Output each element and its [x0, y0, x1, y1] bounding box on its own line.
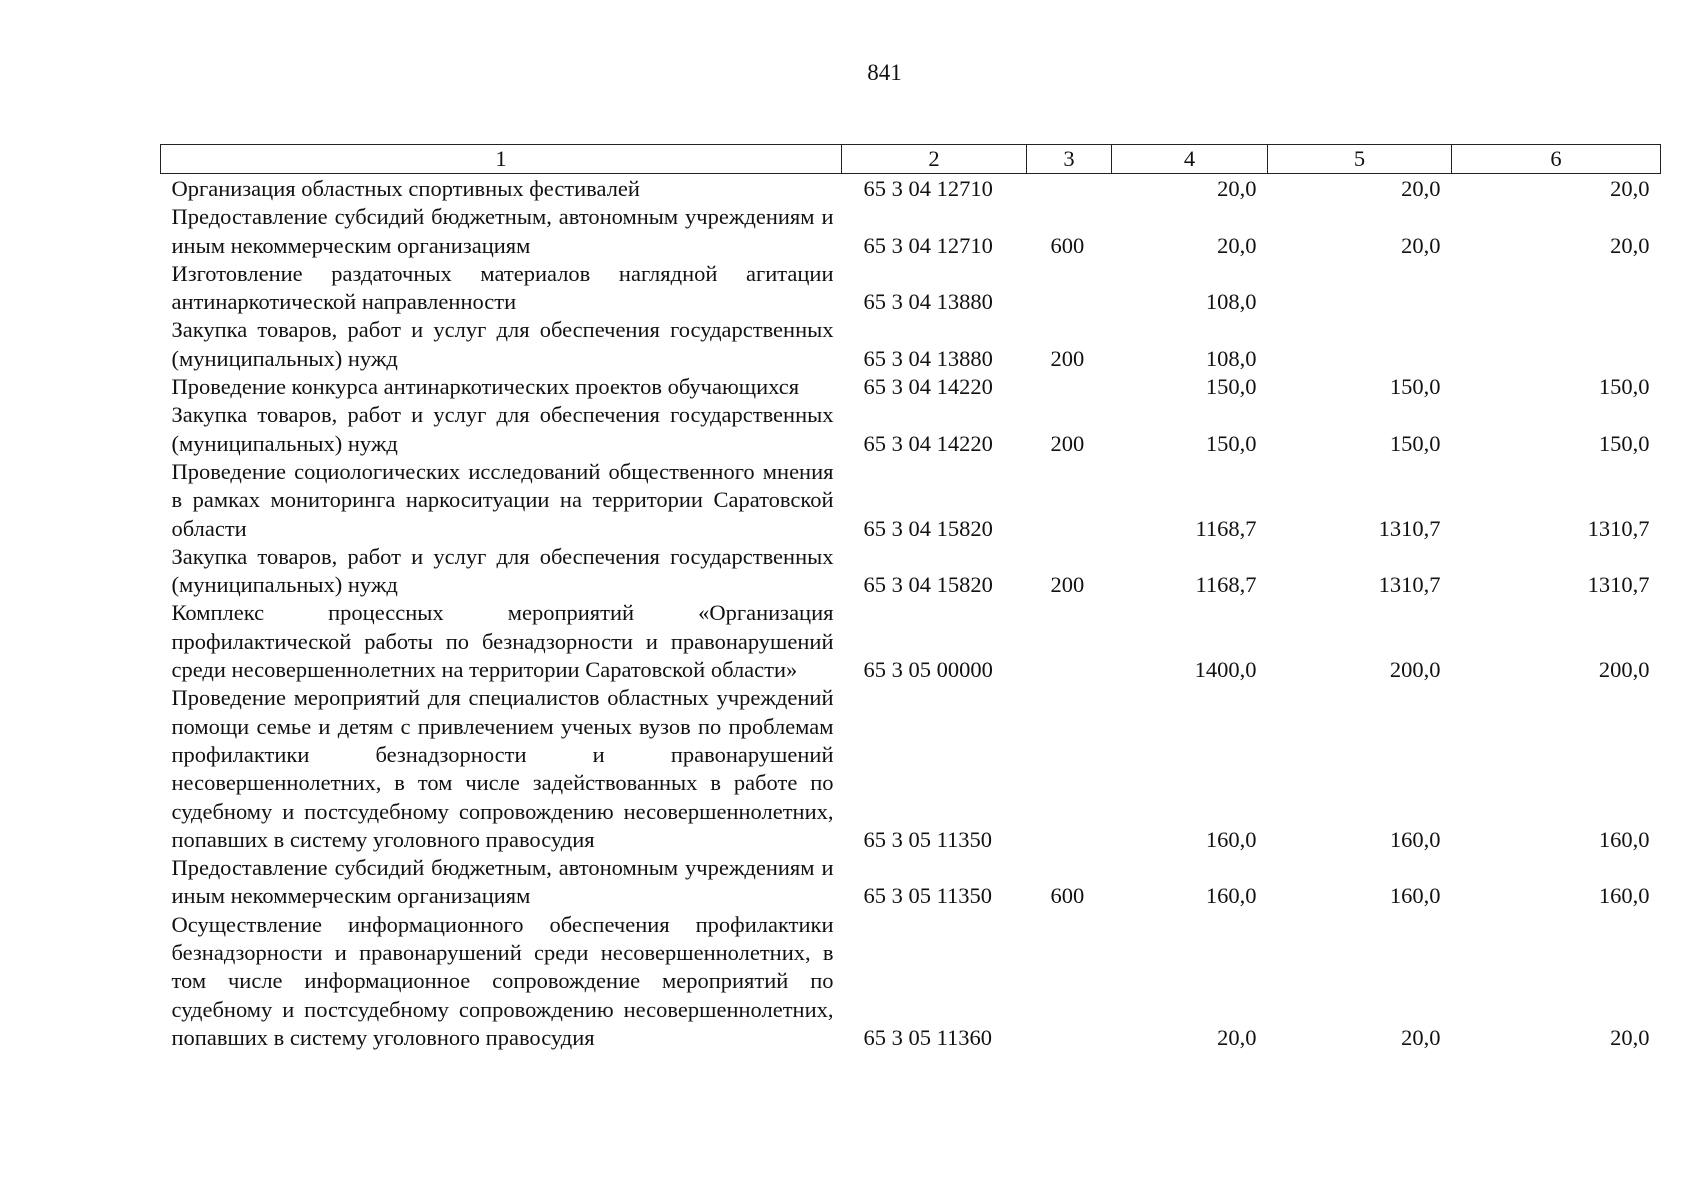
expense-type: [1027, 260, 1112, 317]
page-number: 841: [867, 60, 902, 85]
expense-type: [1027, 599, 1112, 684]
target-code: 65 3 04 12710: [863, 232, 993, 258]
amount-col-6: [1452, 260, 1661, 317]
budget-table: [160, 144, 1661, 1052]
amount-col-6: 1310,7: [1587, 515, 1650, 541]
target-code: 65 3 04 14220: [863, 374, 993, 400]
item-name: Организация областных спортивных фестивалей: [171, 176, 640, 201]
column-header-5: 5: [1268, 145, 1452, 174]
amount-col-4: 160,0: [1205, 883, 1257, 909]
amount-col-4: 20,0: [1217, 232, 1257, 258]
target-code: 65 3 05 11350: [863, 826, 993, 852]
expense-type: [1027, 911, 1112, 1052]
table-body: [161, 174, 1661, 1053]
amount-col-6: 1310,7: [1587, 572, 1650, 598]
amount-col-5: 160,0: [1389, 826, 1441, 852]
amount-col-5: 1310,7: [1378, 515, 1441, 541]
table-row: [161, 316, 1661, 373]
amount-col-4: 20,0: [1217, 1024, 1257, 1050]
amount-col-4: 1168,7: [1195, 572, 1257, 598]
target-code: 65 3 05 00000: [863, 657, 993, 683]
amount-col-5: 20,0: [1401, 176, 1441, 201]
amount-col-6: 160,0: [1598, 826, 1650, 852]
item-name: Закупка товаров, работ и услуг для обеспечения государственных (муниципальных) нужд: [171, 317, 834, 371]
target-code: 65 3 04 15820: [863, 515, 993, 541]
table-row: [161, 854, 1661, 911]
target-code: 65 3 04 12710: [863, 176, 993, 201]
amount-col-4: 150,0: [1205, 430, 1257, 456]
item-name: Проведение мероприятий для специалистов областных учреждений помощи семье и детям с привлечением ученых вузов по проблемам профилактики безнадзорности и правонарушений несовершеннолетних, в том числе задействованных в работе по судебному и постсудебному сопровождению несовершеннолетних, попавших в систему уголовного правосудия: [171, 685, 834, 852]
table-header: [161, 145, 1661, 174]
target-code: 65 3 04 14220: [863, 430, 993, 456]
amount-col-4: 150,0: [1205, 374, 1257, 400]
amount-col-5: 160,0: [1389, 883, 1441, 909]
target-code: 65 3 04 13880: [863, 289, 993, 315]
column-header-6: 6: [1452, 145, 1661, 174]
target-code: 65 3 05 11360: [863, 1024, 993, 1050]
amount-col-5: [1268, 316, 1452, 373]
expense-type: 200: [1050, 345, 1085, 371]
item-name: Закупка товаров, работ и услуг для обеспечения государственных (муниципальных) нужд: [171, 402, 834, 456]
table-row: [161, 174, 1661, 204]
expense-type: 600: [1050, 232, 1085, 258]
amount-col-4: 108,0: [1205, 289, 1257, 315]
amount-col-6: 20,0: [1610, 176, 1650, 201]
table-row: [161, 203, 1661, 260]
target-code: 65 3 05 11350: [863, 883, 993, 909]
expense-type: 600: [1050, 883, 1085, 909]
table-row: [161, 373, 1661, 401]
table-row: [161, 599, 1661, 684]
expense-type: [1027, 174, 1112, 204]
table-row: [161, 684, 1661, 854]
amount-col-5: 150,0: [1389, 374, 1441, 400]
expense-type: 200: [1050, 572, 1085, 598]
target-code: 65 3 04 13880: [863, 345, 993, 371]
amount-col-5: 1310,7: [1378, 572, 1441, 598]
amount-col-5: 150,0: [1389, 430, 1441, 456]
column-header-4: 4: [1112, 145, 1268, 174]
amount-col-4: 1168,7: [1195, 515, 1257, 541]
item-name: Проведение конкурса антинаркотических проектов обучающихся: [171, 374, 800, 400]
column-header-2: 2: [842, 145, 1027, 174]
amount-col-6: 20,0: [1610, 232, 1650, 258]
amount-col-4: 108,0: [1205, 345, 1257, 371]
expense-type: [1027, 458, 1112, 543]
amount-col-4: 160,0: [1205, 826, 1257, 852]
amount-col-6: 150,0: [1598, 374, 1650, 400]
amount-col-5: 20,0: [1401, 232, 1441, 258]
item-name: Закупка товаров, работ и услуг для обеспечения государственных (муниципальных) нужд: [171, 543, 834, 598]
item-name: Осуществление информационного обеспечения профилактики безнадзорности и правонарушений среди несовершеннолетних, в том числе информационное сопровождение мероприятий по судебному и постсудебному сопровождению несовершеннолетних, попавших в систему уголовного правосудия: [171, 911, 834, 1050]
amount-col-6: 160,0: [1598, 883, 1650, 909]
expense-type: [1027, 684, 1112, 854]
item-name: Предоставление субсидий бюджетным, автономным учреждениям и иным некоммерческим организациям: [171, 204, 834, 258]
table-row: [161, 260, 1661, 317]
amount-col-6: [1452, 316, 1661, 373]
table-row: [161, 543, 1661, 600]
expense-type: [1027, 373, 1112, 401]
table-row: [161, 401, 1661, 458]
amount-col-5: [1268, 260, 1452, 317]
amount-col-4: 1400,0: [1194, 657, 1257, 683]
item-name: Изготовление раздаточных материалов наглядной агитации антинаркотической направленности: [171, 260, 834, 315]
table-row: [161, 458, 1661, 543]
header-row: [161, 145, 1661, 174]
amount-col-5: 20,0: [1401, 1024, 1441, 1050]
amount-col-6: 150,0: [1598, 430, 1650, 456]
target-code: 65 3 04 15820: [863, 572, 993, 598]
amount-col-6: 200,0: [1598, 657, 1650, 683]
item-name: Комплекс процессных мероприятий «Организация профилактической работы по безнадзорности и правонарушений среди несовершеннолетних на территории Саратовской области»: [171, 600, 834, 683]
column-header-1: 1: [161, 145, 842, 174]
amount-col-4: 20,0: [1217, 176, 1257, 201]
item-name: Предоставление субсидий бюджетным, автономным учреждениям и иным некоммерческим организациям: [171, 855, 834, 909]
table-row: [161, 911, 1661, 1052]
column-header-3: 3: [1027, 145, 1112, 174]
item-name: Проведение социологических исследований общественного мнения в рамках мониторинга наркоситуации на территории Саратовской области: [171, 458, 834, 541]
amount-col-6: 20,0: [1610, 1024, 1650, 1050]
expense-type: 200: [1050, 430, 1085, 456]
amount-col-5: 200,0: [1389, 657, 1441, 683]
